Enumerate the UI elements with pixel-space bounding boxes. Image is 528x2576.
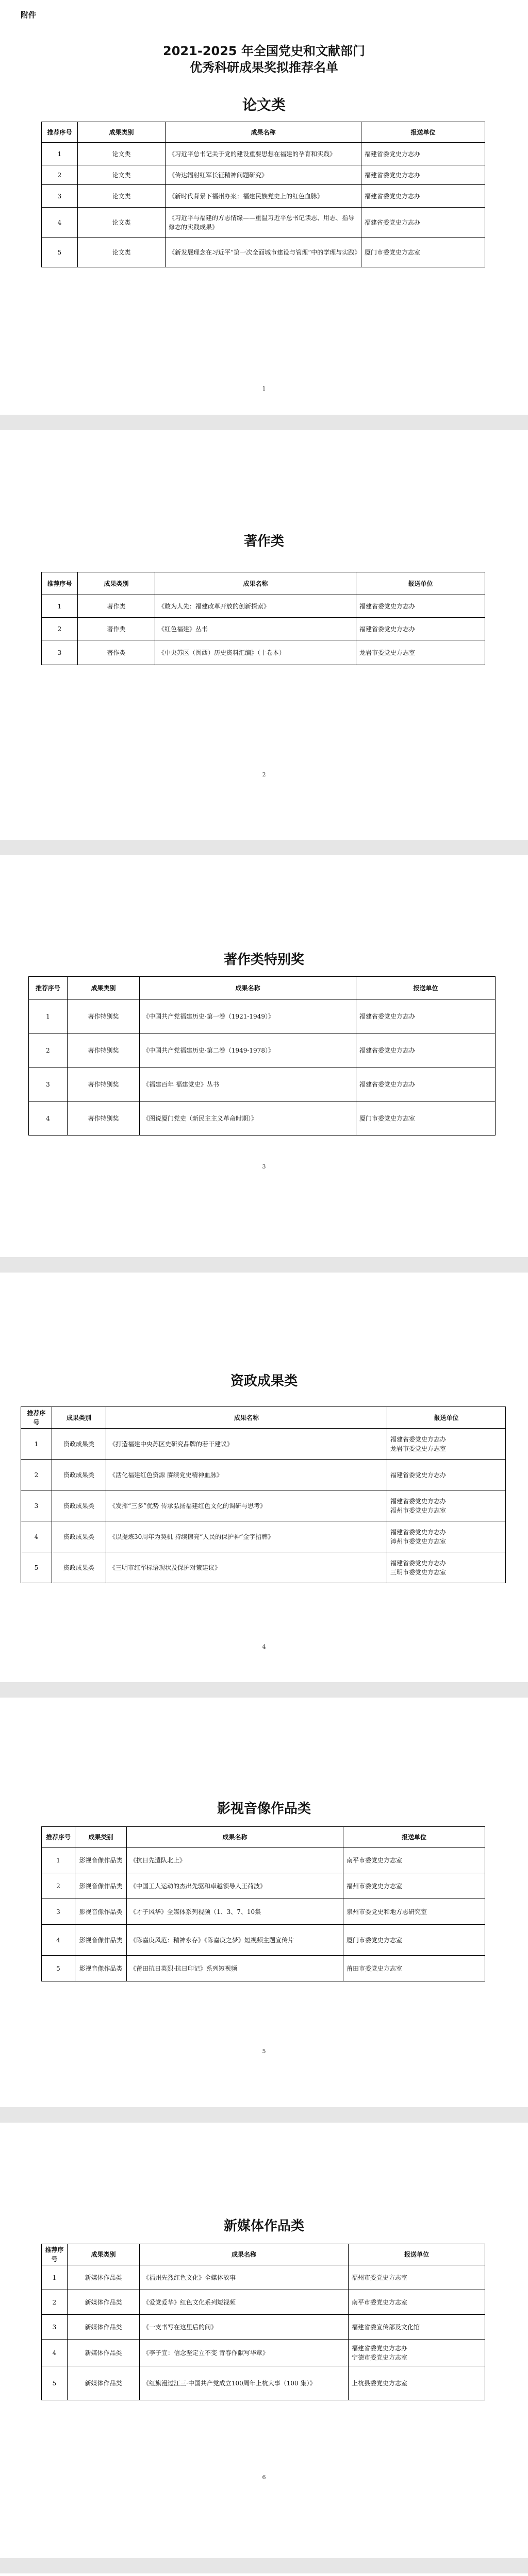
title-cell: 《中央苏区（闽西）历史资料汇编》（十卷本）: [155, 640, 356, 665]
table-header-row: [42, 1827, 485, 1848]
row-number: 1: [42, 143, 78, 165]
table-row: [42, 2290, 485, 2315]
unit-cell: 福建省委党史方志办: [356, 618, 485, 640]
row-number: 4: [21, 1521, 52, 1552]
table-row: [42, 2315, 485, 2340]
section-title-books: 著作类: [243, 534, 284, 549]
table-row: [42, 1899, 485, 1925]
category-cell: 著作特别奖: [68, 1067, 140, 1101]
column-header: 成果名称: [140, 2244, 349, 2265]
page-7: [0, 2573, 528, 2576]
category-cell: 著作类: [78, 618, 155, 640]
unit-cell: 福建省委党史方志办: [361, 143, 485, 165]
table-row: [42, 640, 485, 665]
unit-cell: 福建省委党史方志办 福州市委党史方志室: [387, 1490, 506, 1521]
row-number: 5: [42, 2366, 68, 2400]
video-table: [41, 1826, 485, 1981]
page-number: 1: [262, 385, 266, 392]
title-cell: 《陈嘉庚风范：精神永存》《陈嘉庚之梦》短视频主题宣传片: [127, 1925, 343, 1956]
column-header: 报送单位: [361, 122, 485, 143]
table-row: [42, 185, 485, 208]
column-header: 报送单位: [356, 572, 485, 595]
row-number: 1: [21, 1429, 52, 1460]
table-row: [29, 1067, 496, 1101]
table-row: [21, 1521, 506, 1552]
unit-cell: 福建省委党史方志办 三明市委党史方志室: [387, 1552, 506, 1583]
page-3: [0, 855, 528, 1257]
unit-cell: 福建省委党史方志办 龙岩市委党史方志室: [387, 1429, 506, 1460]
row-number: 1: [29, 999, 68, 1033]
category-cell: 新媒体作品类: [68, 2290, 140, 2315]
column-header: 成果名称: [140, 977, 356, 999]
row-number: 2: [21, 1460, 52, 1490]
table-row: [29, 999, 496, 1033]
column-header: 成果类别: [68, 977, 140, 999]
title-cell: 《传达辐射红军长征精神问题研究》: [166, 165, 361, 185]
row-number: 3: [42, 185, 78, 208]
unit-cell: 厦门市委党史方志室: [343, 1925, 485, 1956]
unit-cell: 福建省委党史方志办: [356, 999, 496, 1033]
table-row: [21, 1552, 506, 1583]
column-header: 报送单位: [349, 2244, 485, 2265]
unit-cell: 福建省委党史方志办: [361, 185, 485, 208]
row-number: 2: [42, 618, 78, 640]
title-cell: 《活化福建红色资源 赓续党史精神血脉》: [106, 1460, 387, 1490]
table-header-row: [42, 2244, 485, 2265]
unit-cell: 福州市委党史方志室: [349, 2265, 485, 2290]
column-header: 成果名称: [106, 1407, 387, 1429]
title-cell: 《才子风华》全媒体系列视频（1、3、7、10集: [127, 1899, 343, 1925]
attachment-label: 附件: [21, 10, 37, 20]
column-header: 成果类别: [75, 1827, 127, 1848]
column-header: 成果类别: [78, 572, 155, 595]
category-cell: 新媒体作品类: [68, 2366, 140, 2400]
row-number: 2: [29, 1033, 68, 1067]
unit-cell: 福州市委党史方志室: [343, 1873, 485, 1899]
row-number: 1: [42, 2265, 68, 2290]
unit-cell: 南平市委党史方志室: [343, 1848, 485, 1873]
unit-cell: 福建省委党史方志办: [356, 1033, 496, 1067]
title-cell: 《打造福建中央苏区史研究品牌的若干建议》: [106, 1429, 387, 1460]
section-title-papers: 论文类: [242, 96, 286, 113]
page-1: [0, 0, 528, 415]
category-cell: 新媒体作品类: [68, 2265, 140, 2290]
category-cell: 论文类: [78, 185, 166, 208]
row-number: 4: [42, 208, 78, 238]
page-number: 3: [262, 1163, 266, 1170]
unit-cell: 福建省委党史方志办: [387, 1460, 506, 1490]
column-header: 成果类别: [52, 1407, 106, 1429]
page-5: [0, 1698, 528, 2107]
table-header-row: [29, 977, 496, 999]
unit-cell: 福建省委党史方志办: [361, 165, 485, 185]
title-cell: 《新发展理念在习近平“第一次全面城市建设与管理”中的学理与实践》: [166, 238, 361, 267]
books-table: [41, 572, 485, 665]
column-header: 成果名称: [166, 122, 361, 143]
category-cell: 影视音像作品类: [75, 1899, 127, 1925]
books-special-table: [28, 976, 496, 1136]
table-row: [42, 238, 485, 267]
title-cell: 《图说厦门党史（新民主主义革命时期）》: [140, 1101, 356, 1136]
table-header-row: [21, 1407, 506, 1429]
document-title-line2: 优秀科研成果奖拟推荐名单: [190, 60, 338, 75]
table-row: [42, 143, 485, 165]
column-header: 报送单位: [387, 1407, 506, 1429]
table-row: [42, 2366, 485, 2400]
unit-cell: 福建省委党史方志办: [361, 208, 485, 238]
page-2: [0, 430, 528, 840]
category-cell: 新媒体作品类: [68, 2315, 140, 2340]
category-cell: 影视音像作品类: [75, 1956, 127, 1981]
row-number: 2: [42, 2290, 68, 2315]
column-header: 推荐序号: [42, 122, 78, 143]
table-row: [42, 165, 485, 185]
unit-cell: 福建省委宣传部及文化馆: [349, 2315, 485, 2340]
newmedia-table: [41, 2244, 485, 2400]
table-row: [21, 1429, 506, 1460]
category-cell: 新媒体作品类: [68, 2340, 140, 2366]
title-cell: 《中国共产党福建历史·第一卷（1921-1949）》: [140, 999, 356, 1033]
papers-table: [41, 122, 485, 267]
category-cell: 资政成果类: [52, 1429, 106, 1460]
unit-cell: 南平市委党史方志室: [349, 2290, 485, 2315]
table-row: [29, 1033, 496, 1067]
column-header: 推荐序号: [21, 1407, 52, 1429]
table-row: [42, 1956, 485, 1981]
row-number: 5: [42, 1956, 75, 1981]
title-cell: 《红旗漫过江三·中国共产党成立100周年上杭大事（100 集）》: [140, 2366, 349, 2400]
row-number: 5: [21, 1552, 52, 1583]
page-number: 2: [262, 771, 266, 778]
unit-cell: 上杭县委党史方志室: [349, 2366, 485, 2400]
column-header: 成果类别: [78, 122, 166, 143]
title-cell: 《发挥“三多”优势 传承弘扬福建红色文化的调研与思考》: [106, 1490, 387, 1521]
unit-cell: 莆田市委党史方志室: [343, 1956, 485, 1981]
category-cell: 著作特别奖: [68, 1101, 140, 1136]
row-number: 3: [42, 1899, 75, 1925]
category-cell: 资政成果类: [52, 1521, 106, 1552]
title-cell: 《福州先烈红色文化》全媒体故事: [140, 2265, 349, 2290]
title-cell: 《三明市红军标语现状及保护对策建议》: [106, 1552, 387, 1583]
table-row: [42, 1925, 485, 1956]
unit-cell: 福建省委党史方志办 宁德市委党史方志室: [349, 2340, 485, 2366]
unit-cell: 福建省委党史方志办 漳州市委党史方志室: [387, 1521, 506, 1552]
category-cell: 资政成果类: [52, 1552, 106, 1583]
row-number: 1: [42, 1848, 75, 1873]
category-cell: 影视音像作品类: [75, 1848, 127, 1873]
column-header: 推荐序号: [42, 1827, 75, 1848]
row-number: 1: [42, 595, 78, 618]
section-title-newmedia: 新媒体作品类: [223, 2218, 304, 2234]
category-cell: 著作特别奖: [68, 999, 140, 1033]
row-number: 2: [42, 165, 78, 185]
section-title-advisory: 资政成果类: [230, 1374, 298, 1389]
title-cell: 《中国共产党福建历史·第二卷（1949-1978）》: [140, 1033, 356, 1067]
row-number: 3: [21, 1490, 52, 1521]
category-cell: 著作类: [78, 640, 155, 665]
section-title-books-special: 著作类特别奖: [223, 952, 304, 968]
row-number: 5: [42, 238, 78, 267]
category-cell: 著作特别奖: [68, 1033, 140, 1067]
table-row: [42, 208, 485, 238]
category-cell: 著作类: [78, 595, 155, 618]
section-title-video: 影视音像作品类: [217, 1801, 311, 1817]
row-number: 3: [29, 1067, 68, 1101]
table-row: [42, 2265, 485, 2290]
title-cell: 《以提炼30周年为契机 持续擦亮“人民的保护神”金字招牌》: [106, 1521, 387, 1552]
page-4: [0, 1273, 528, 1682]
page-6: [0, 2123, 528, 2558]
page-number: 5: [262, 2048, 266, 2055]
table-row: [29, 1101, 496, 1136]
unit-cell: 厦门市委党史方志室: [361, 238, 485, 267]
title-cell: 《莆田抗日英烈·抗日印记》系列短视频: [127, 1956, 343, 1981]
column-header: 成果名称: [155, 572, 356, 595]
title-cell: 《爱党爱华》红色文化系列短视频: [140, 2290, 349, 2315]
category-cell: 论文类: [78, 165, 166, 185]
column-header: 报送单位: [343, 1827, 485, 1848]
table-row: [42, 618, 485, 640]
category-cell: 影视音像作品类: [75, 1873, 127, 1899]
title-cell: 《习近平与福建的方志情缘——重温习近平总书记读志、用志、指导修志的实践成果》: [166, 208, 361, 238]
row-number: 4: [42, 2340, 68, 2366]
table-row: [42, 595, 485, 618]
title-cell: 《敢为人先：福建改革开放的创新探索》: [155, 595, 356, 618]
row-number: 2: [42, 1873, 75, 1899]
category-cell: 论文类: [78, 208, 166, 238]
title-cell: 《习近平总书记关于党的建设重要思想在福建的孕育和实践》: [166, 143, 361, 165]
column-header: 报送单位: [356, 977, 496, 999]
row-number: 4: [29, 1101, 68, 1136]
category-cell: 论文类: [78, 143, 166, 165]
table-row: [21, 1460, 506, 1490]
column-header: 推荐序号: [29, 977, 68, 999]
table-row: [42, 2340, 485, 2366]
unit-cell: 厦门市委党史方志室: [356, 1101, 496, 1136]
column-header: 推荐序号: [42, 572, 78, 595]
category-cell: 论文类: [78, 238, 166, 267]
table-header-row: [42, 572, 485, 595]
table-row: [42, 1848, 485, 1873]
title-cell: 《抗日先遣队北上》: [127, 1848, 343, 1873]
category-cell: 资政成果类: [52, 1460, 106, 1490]
row-number: 3: [42, 2315, 68, 2340]
advisory-table: [21, 1406, 506, 1583]
page-number: 6: [262, 2474, 266, 2481]
page-number: 4: [262, 1643, 266, 1650]
table-header-row: [42, 122, 485, 143]
unit-cell: 福建省委党史方志办: [356, 1067, 496, 1101]
title-cell: 《新时代背景下福州办案：福建民族党史上的红色血脉》: [166, 185, 361, 208]
column-header: 成果名称: [127, 1827, 343, 1848]
title-cell: 《李子宣：信念坚定立不变 青春作献写华章》: [140, 2340, 349, 2366]
unit-cell: 泉州市委党史和地方志研究室: [343, 1899, 485, 1925]
title-cell: 《红色福建》丛书: [155, 618, 356, 640]
category-cell: 影视音像作品类: [75, 1925, 127, 1956]
unit-cell: 龙岩市委党史方志室: [356, 640, 485, 665]
column-header: 成果类别: [68, 2244, 140, 2265]
row-number: 4: [42, 1925, 75, 1956]
row-number: 3: [42, 640, 78, 665]
title-cell: 《福建百年 福建党史》丛书: [140, 1067, 356, 1101]
category-cell: 资政成果类: [52, 1490, 106, 1521]
table-row: [42, 1873, 485, 1899]
title-cell: 《中国工人运动的杰出先驱和卓越领导人王荷波》: [127, 1873, 343, 1899]
document-title-line1: 2021-2025 年全国党史和文献部门: [163, 44, 365, 58]
column-header: 推荐序号: [42, 2244, 68, 2265]
table-row: [21, 1490, 506, 1521]
title-cell: 《一支书写在这里后的问》: [140, 2315, 349, 2340]
unit-cell: 福建省委党史方志办: [356, 595, 485, 618]
